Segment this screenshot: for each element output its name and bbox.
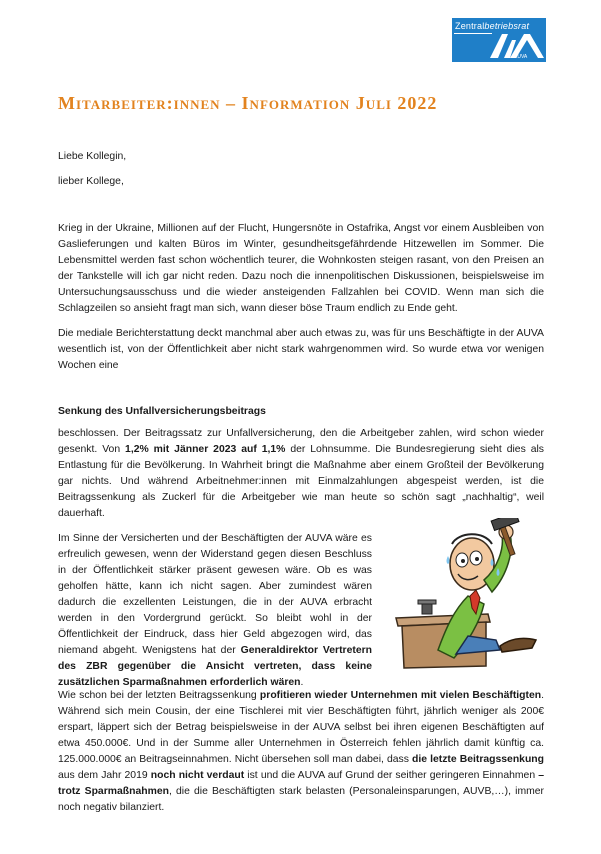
auva-logo (452, 18, 546, 62)
greeting-line-1: Liebe Kollegin, (58, 151, 127, 162)
paragraph-4: Im Sinne der Versicherten und der Beschäftigten der AUVA wäre es erfreulich gewesen, wenn der Widerstand gegen diesen Beschluss in der Öffentlichkeit stärker präsent gewesen wäre. Ob es was geholfen hätte, kann ich nicht sagen. Aber zumindest wären dadurch die exzellenten Leistungen, die in der AUVA erbracht werden in den Vordergrund gerückt. So bleibt wohl in der Öffentlichkeit der Eindruck, dass hier Geld abgezogen wird, das niemand abgeht. Wenigstens hat der Generaldirektor Vertretern des ZBR gegenüber die Ansicht vertreten, dass keine zusätzlichen Sparmaßnahmen erforderlich wären. (58, 533, 372, 688)
cartoon-worker-illustration (388, 518, 548, 670)
section-heading: Senkung des Unfallversicherungsbeitrags (58, 406, 266, 417)
page-title: Mitarbeiter:innen – Information Juli 2022 (58, 93, 438, 113)
logo-text: Zentralbetriebsrat (455, 21, 530, 31)
greeting-line-2: lieber Kollege, (58, 176, 124, 187)
paragraph-3: beschlossen. Der Beitragssatz zur Unfallversicherung, den die Arbeitgeber zahlen, wird schon wieder gesenkt. Von 1,2% mit Jänner 2023 auf 1,1% der Lohnsumme. Die Bundesregierung sieht dies als Entlastung für die Bevölkerung. In Wahrheit bringt die Maßnahme aber einem Großteil der Bevölkerung gar nichts. Und während Arbeitnehmer:innen mit Einmalzahlungen abgespeist werden, ist die Beitragssenkung als Zuckerl für die Arbeitgeber wie man heute so schön sagt „nachhaltig“, weil dauerhaft. (58, 428, 544, 519)
paragraph-2: Die mediale Berichterstattung deckt manchmal aber auch etwas zu, was für uns Beschäftigte in der AUVA wesentlich ist, von der Öffentlichkeit aber nicht stark wahrgenommen wird. So wurde etwa vor wenigen Wochen eine (58, 328, 544, 371)
paragraph-1: Krieg in der Ukraine, Millionen auf der Flucht, Hungersnöte in Ostafrika, Angst vor einem Ausbleiben von Gaslieferungen und kalten Büros im Winter, gesundheitsgefährdende Hitzewellen im Sommer. Die Lebensmittel werden fast schon wöchentlich teurer, die Wohnkosten steigen rasant, von den Preisen an der Tankstelle will ich gar nicht reden. Dazu noch die innenpolitischen Diskussionen, beispielsweise im Untersuchungsausschuss und die wieder ansteigenden Fallzahlen bei COVID. Wenn man sich die Schlagzeilen so ansieht fragt man sich, wann dieser böse Traum endlich zu Ende geht. (58, 223, 544, 314)
logo-brand: AUVA (514, 54, 528, 60)
paragraph-5: Wie schon bei der letzten Beitragssenkung profitieren wieder Unternehmen mit vielen Beschäftigten. Während sich mein Cousin, der eine Tischlerei mit vier Beschäftigten führt, jährlich weniger als 200€ erspart, läppert sich der Betrag beispielsweise in der AUVA selbst bei ihren eigenen Beschäftigten auf etwa 450.000€. Und in der Summe aller Unternehmen in Österreich fehlen jährlich damit künftig ca. 125.000.000€ an Beitragseinnahmen. Nicht übersehen soll man dabei, dass die letzte Beitragssenkung aus dem Jahr 2019 noch nicht verdaut ist und die AUVA auf Grund der seither geringeren Einnahmen – trotz Sparmaßnahmen, die die Beschäftigten stark belasten (Personaleinsparungen, AUVB,…), immer noch negativ bilanziert. (58, 690, 545, 813)
